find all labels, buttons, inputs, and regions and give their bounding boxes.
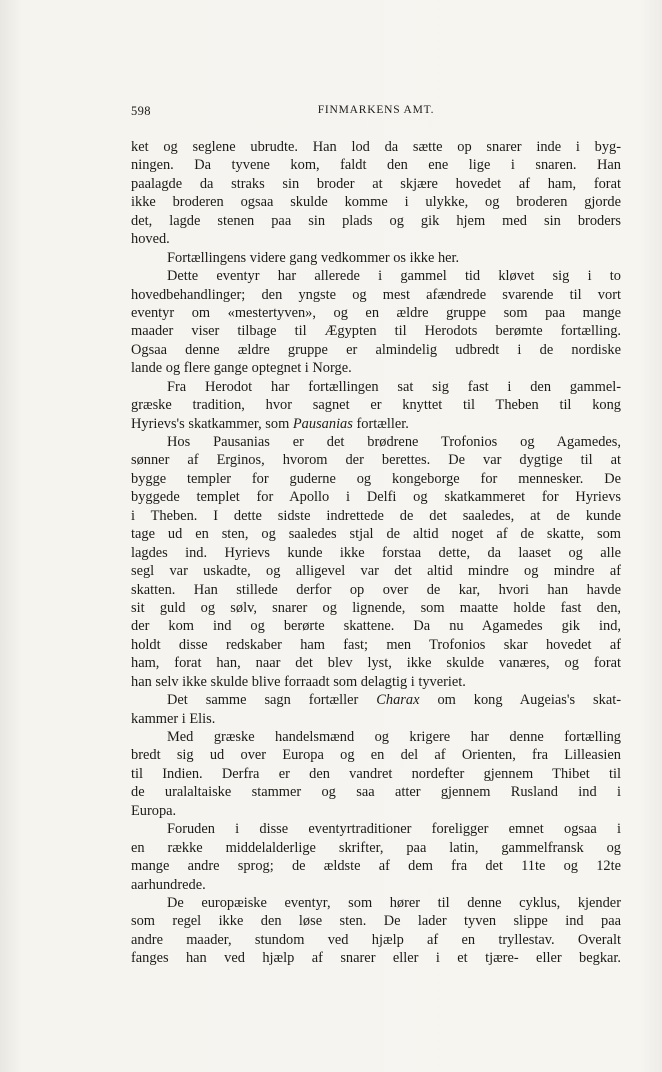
italic-name: Pausanias (292, 415, 353, 432)
text-line (131, 451, 621, 469)
text-line (131, 912, 621, 930)
text-line (131, 710, 621, 728)
text-line (131, 783, 621, 801)
text-line (131, 359, 621, 377)
text-line (131, 931, 621, 949)
text-line-content: fanges han ved hjælp af snarer eller i et tjære- eller begkar. (131, 950, 621, 967)
text-line-content: byggede templet for Apollo i Delfi og skatkammeret for Hyrievs (131, 489, 621, 506)
text-line-content: lagdes ind. Hyrievs kunde ikke forstaa dette, da laaset og alle (131, 544, 621, 561)
text-line-content: hoved. (131, 231, 170, 248)
text-line (131, 617, 621, 635)
text-line-content: De europæiske eventyr, som hører til denne cyklus, kjender (167, 894, 621, 911)
text-line (131, 230, 621, 248)
text-line-content: der kom ind og berørte skattene. Da nu Agamedes gik ind, (131, 618, 621, 635)
text-line (131, 894, 621, 912)
text-line-content: maader viser tilbage til Ægypten til Herodots berømte fortælling. (131, 323, 621, 340)
text-line-content: en række middelalderlige skrifter, paa latin, gammelfransk og (131, 839, 621, 856)
text-line-content: Dette eventyr har allerede i gammel tid kløvet sig i to (167, 268, 621, 285)
text-line (131, 544, 621, 562)
text-line-content: ham, forat han, naar det blev lyst, ikke skulde vanæres, og forat (131, 655, 621, 672)
italic-name: Charax (376, 692, 420, 709)
text-line (131, 857, 621, 875)
text-line-content: Europa. (131, 802, 177, 819)
text-line (131, 193, 621, 211)
text-line-content: skatten. Han stillede derfor op over de kar, hvori han havde (131, 581, 621, 598)
text-line-content: de uralaltaiske stammer og saa atter gjennem Rusland ind i (131, 784, 621, 801)
text-line-content: tage ud en sten, og saaledes stjal de altid noget af de skatte, som (131, 526, 621, 543)
text-line-content: det, lagde stenen paa sin plads og gik hjem med sin broders (131, 212, 621, 229)
text-line-content: Foruden i disse eventyrtraditioner foreligger emnet ogsaa i (167, 821, 621, 838)
text-line-content: ningen. Da tyvene kom, faldt den ene lige i snaren. Han (131, 157, 621, 174)
text-line (131, 581, 621, 599)
text-line (131, 507, 621, 525)
text-line (131, 728, 621, 746)
text-line (131, 949, 621, 967)
page-header (131, 104, 621, 122)
text-line-content: Fortællingens videre gang vedkommer os ikke her. (167, 249, 460, 266)
text-line-content: ket og seglene ubrudte. Han lod da sætte op snarer inde i byg- (131, 139, 621, 155)
text-line-content: bygge templer for guderne og kongeborge for mennesker. De (131, 470, 621, 487)
text-line (131, 839, 621, 857)
text-line-content: han selv ikke skulde blive forraadt som delagtig i tyveriet. (131, 673, 466, 690)
text-line (131, 304, 621, 322)
text-line-content: Hos Pausanias er det brødrene Trofonios og Agamedes, (167, 434, 621, 450)
text-line (131, 378, 621, 396)
text-line-content: Ogsaa denne ældre gruppe er almindelig udbredt i de nordiske (131, 341, 621, 358)
text-line-content: lande og flere gange optegnet i Norge. (131, 360, 352, 377)
text-line-continuation: fortæller. (352, 415, 409, 432)
text-line-content: Det samme sagn fortæller (167, 692, 377, 709)
text-line (131, 802, 621, 820)
text-line (131, 433, 621, 451)
text-line-content: bredt sig ud over Europa og en del af Orienten, fra Lilleasien (131, 747, 621, 764)
text-line (131, 636, 621, 654)
text-line (131, 765, 621, 783)
text-line (131, 415, 621, 433)
text-line (131, 322, 621, 340)
text-line (131, 175, 621, 193)
text-line-content: andre maader, stundom ved hjælp af en tryllestav. Overalt (131, 931, 621, 948)
text-line-content: græske tradition, hvor sagnet er knyttet til Theben til kong (131, 397, 621, 414)
running-title: FINMARKENS AMT. (317, 104, 435, 116)
text-line (131, 673, 621, 691)
text-line-content: Med græske handelsmænd og krigere har denne fortælling (167, 729, 621, 745)
text-line-content: sit guld og sølv, snarer og lignende, som maatte holde fast den, (131, 599, 621, 616)
text-line-content: sønner af Erginos, hvorom der berettes. De var dygtige til at (131, 452, 621, 469)
text-line (131, 820, 621, 838)
text-line-content: paalagde da straks sin broder at skjære hovedet af ham, forat (131, 175, 621, 192)
text-line (131, 212, 621, 230)
text-line (131, 341, 621, 359)
page-number: 598 (131, 104, 151, 118)
text-line (131, 267, 621, 285)
text-line-content: Hyrievs's skatkammer, som (131, 415, 293, 432)
text-line (131, 562, 621, 580)
text-line-content: Fra Herodot har fortællingen sat sig fast i den gammel- (167, 378, 621, 395)
text-line (131, 488, 621, 506)
text-line (131, 138, 621, 156)
text-line-content: i Theben. I dette sidste indrettede de det saaledes, at de kunde (131, 507, 621, 524)
text-line-content: segl var uskadte, og alligevel var det altid mindre og mindre af (131, 563, 621, 580)
text-line-content: aarhundrede. (131, 876, 206, 893)
body-text (131, 138, 621, 968)
text-line (131, 746, 621, 764)
text-line (131, 396, 621, 414)
text-line (131, 691, 621, 709)
text-line (131, 654, 621, 672)
text-line (131, 249, 621, 267)
text-line (131, 525, 621, 543)
text-line-content: kammer i Elis. (131, 710, 216, 727)
text-line-content: eventyr om «mestertyven», og en ældre gruppe som paa mange (131, 304, 621, 321)
text-line (131, 599, 621, 617)
text-line-continuation: om kong Augeias's skat- (419, 692, 621, 709)
text-line-content: ikke broderen ogsaa skulde komme i ulykke, og broderen gjorde (131, 194, 621, 211)
text-line (131, 156, 621, 174)
text-line-content: til Indien. Derfra er den vandret nordefter gjennem Thibet til (131, 765, 621, 782)
text-line-content: hovedbehandlinger; den yngste og mest afændrede svarende til vort (131, 286, 621, 303)
text-line-content: mange andre sprog; de ældste af dem fra det 11te og 12te (131, 858, 621, 875)
text-line (131, 286, 621, 304)
text-line-content: holdt disse redskaber ham fast; men Trofonios skar hovedet af (131, 636, 621, 653)
text-line-content: som regel ikke den løse sten. De lader tyven slippe ind paa (131, 913, 621, 930)
text-line (131, 876, 621, 894)
text-line (131, 470, 621, 488)
